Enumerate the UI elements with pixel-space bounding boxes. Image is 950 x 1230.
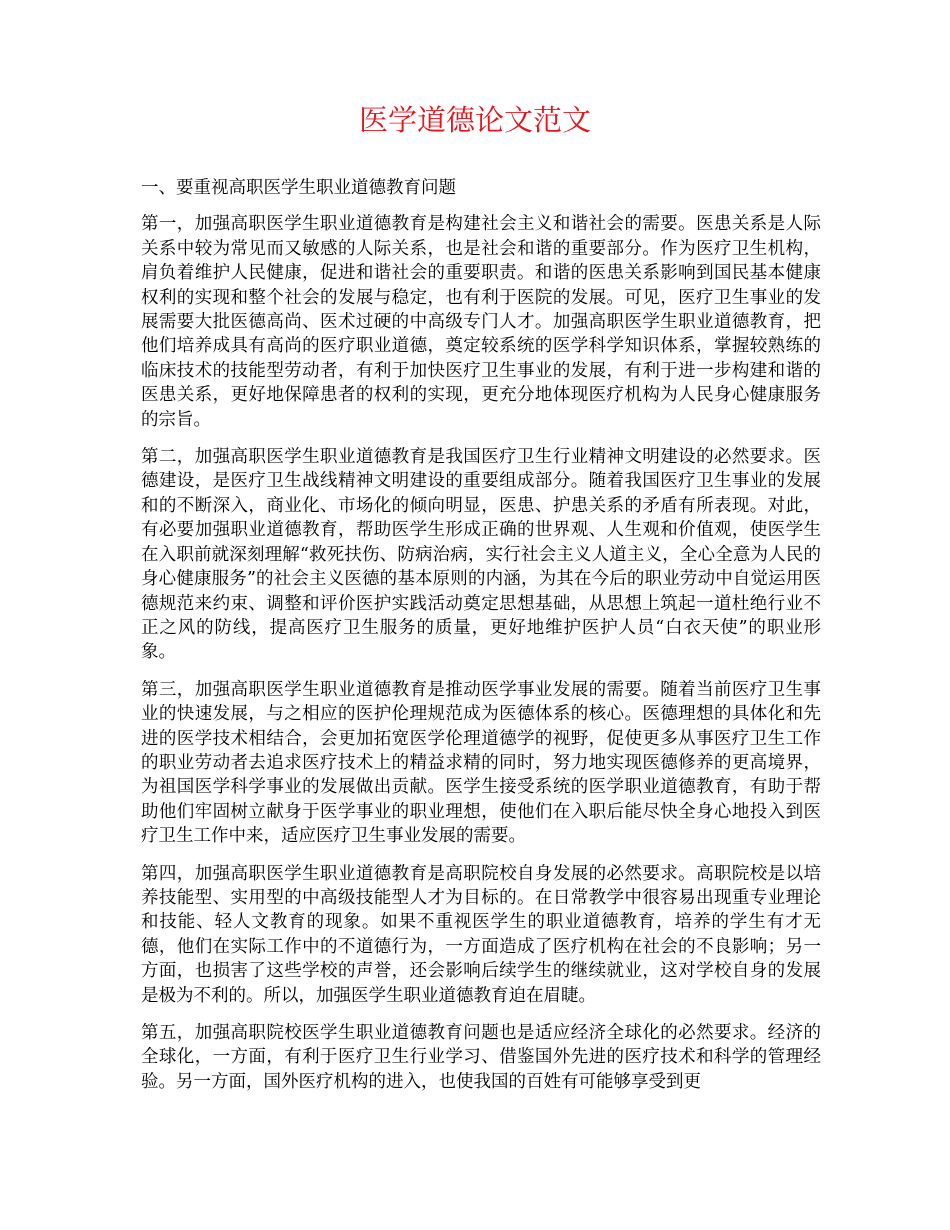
paragraph-4: 第四，加强高职医学生职业道德教育是高职院校自身发展的必然要求。高职院校是以培养技能型、实用型的中高级技能型人才为目标的。在日常教学中很容易出现重专业理论和技能、轻人文教育的现象。如果不重视医学生的职业道德教育，培养的学生有才无德，他们在实际工作中的不道德行为，一方面造成了医疗机构在社会的不良影响；另一方面，也损害了这些学校的声誉，还会影响后续学生的继续就业，这对学校自身的发展是极为不利的。所以，加强医学生职业道德教育迫在眉睫。 xyxy=(141,863,821,1006)
paragraph-5: 第五，加强高职院校医学生职业道德教育问题也是适应经济全球化的必然要求。经济的全球化，一方面，有利于医疗卫生行业学习、借鉴国外先进的医疗技术和科学的管理经验。另一方面，国外医疗机构的进入，也使我国的百姓有可能够享受到更 xyxy=(141,1023,821,1092)
paragraph-1: 第一，加强高职医学生职业道德教育是构建社会主义和谐社会的需要。医患关系是人际关系中较为常见而又敏感的人际关系，也是社会和谐的重要部分。作为医疗卫生机构，肩负着维护人民健康，促进和谐社会的重要职责。和谐的医患关系影响到国民基本健康权利的实现和整个社会的发展与稳定，也有利于医院的发展。可见，医疗卫生事业的发展需要大批医德高尚、医术过硬的中高级专门人才。加强高职医学生职业道德教育，把他们培养成具有高尚的医疗职业道德，奠定较系统的医学科学知识体系，掌握较熟练的临床技术的技能型劳动者，有利于加快医疗卫生事业的发展，有利于进一步构建和谐的医患关系，更好地保障患者的权利的实现，更充分地体现医疗机构为人民身心健康服务的宗旨。 xyxy=(141,214,821,430)
section-heading: 一、要重视高职医学生职业道德教育问题 xyxy=(141,178,456,198)
paragraph-2: 第二，加强高职医学生职业道德教育是我国医疗卫生行业精神文明建设的必然要求。医德建设，是医疗卫生战线精神文明建设的重要组成部分。随着我国医疗卫生事业的发展和的不断深入，商业化、市场化的倾向明显，医患、护患关系的矛盾有所表现。对此，有必要加强职业道德教育，帮助医学生形成正确的世界观、人生观和价值观，使医学生在入职前就深刻理解“救死扶伤、防病治病，实行社会主义人道主义，全心全意为人民的身心健康服务”的社会主义医德的基本原则的内涵，为其在今后的职业劳动中自觉运用医德规范来约束、调整和评价医护实践活动奠定思想基础，从思想上筑起一道杜绝行业不正之风的防线，提高医疗卫生服务的质量，更好地维护医护人员“白衣天使”的职业形象。 xyxy=(141,447,821,663)
document-body xyxy=(141,176,821,1107)
document-title: 医学道德论文范文 xyxy=(358,103,591,137)
paragraph-3: 第三，加强高职医学生职业道德教育是推动医学事业发展的需要。随着当前医疗卫生事业的快速发展，与之相应的医护伦理规范成为医德体系的核心。医德理想的具体化和先进的医学技术相结合，会更加拓宽医学伦理道德学的视野，促使更多从事医疗卫生工作的职业劳动者去追求医疗技术上的精益求精的同时，努力地实现医德修养的更高境界，为祖国医学科学事业的发展做出贡献。医学生接受系统的医学职业道德教育，有助于帮助他们牢固树立献身于医学事业的职业理想，使他们在入职后能尽快全身心地投入到医疗卫生工作中来，适应医疗卫生事业发展的需要。 xyxy=(141,679,821,847)
